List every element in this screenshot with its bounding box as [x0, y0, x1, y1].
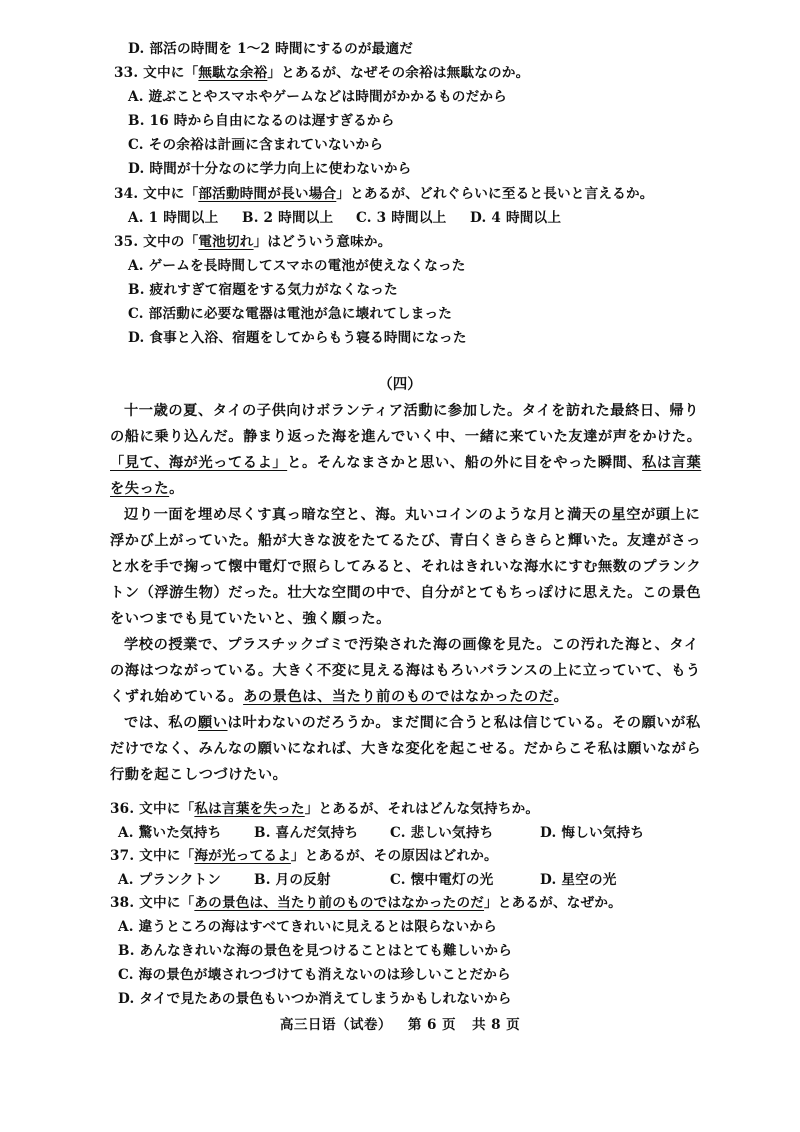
q34-option-d: D. 4 時間以上	[470, 210, 562, 226]
q32-option-d: D. 部活の時間を 1～2 時間にするのが最適だ	[128, 41, 414, 57]
passage-p3-line3-post: 。	[553, 689, 569, 705]
q33-question	[114, 64, 529, 82]
passage-p2-line4: トン（浮游生物）だった。壮大な空間の中で、自分がとてもちっぽけに思えた。この景色	[110, 585, 702, 601]
q33-option-d: D. 時間が十分なのに学力向上に使わないから	[128, 161, 412, 177]
q36-post: 」とあるが、それはどんな気持ちか。	[304, 801, 540, 817]
q35-quote: 電池切れ	[198, 234, 254, 250]
footer-page: 第 6 页	[407, 1017, 456, 1033]
passage-p2-line3: と水を手で掬って懐中電灯で照らしてみると、それはきれいな海水にすむ無数のプランク	[110, 559, 702, 575]
q38-question	[110, 894, 622, 912]
passage-p1-line1: 十一歳の夏、タイの子供向けボランティア活動に参加した。タイを訪れた最終日、帰り	[124, 403, 700, 419]
passage-p4-line2: だけでなく、みんなの願いになれば、大きな変化を起こせる。だからこそ私は願いながら	[110, 741, 702, 757]
footer-title: 高三日语（试卷）	[279, 1017, 392, 1033]
q35-option-d: D. 食事と入浴、宿題をしてからもう寝る時間になった	[128, 330, 467, 346]
passage-p2-line5: をいつまでも見ていたいと、強く願った。	[110, 611, 391, 627]
q36-question	[110, 800, 539, 818]
q38-option-c: C. 海の景色が壊されつづけても消えないのは珍しいことだから	[118, 967, 511, 983]
q37-question	[110, 847, 498, 865]
q34-question	[114, 185, 654, 203]
passage-p1-line3-mid: と。そんなまさかと思い、船の外に目をやった瞬間、	[287, 455, 643, 471]
passage-quote-kotoba-b: を失った	[110, 481, 170, 497]
q35-option-c: C. 部活動に必要な電器は電池が急に壊れてしまった	[128, 306, 453, 322]
q38-quote: あの景色は、当たり前のものではなかったのだ	[194, 895, 485, 911]
q36-option-b: B. 喜んだ気持ち	[254, 825, 359, 841]
q37-option-b: B. 月の反射	[254, 872, 331, 888]
page-footer	[0, 1016, 800, 1034]
section-heading: （四）	[378, 376, 422, 393]
q33-pre: 33. 文中に「	[114, 65, 199, 81]
q35-pre: 35. 文中の「	[114, 234, 199, 250]
passage-quote-umi: 「見て、海が光ってるよ」	[110, 455, 288, 471]
q38-post: 」とあるが、なぜか。	[484, 895, 622, 911]
passage-p3-line3	[110, 688, 568, 706]
q33-option-a: A. 遊ぶことやスマホやゲームなどは時間がかかるものだから	[128, 89, 507, 105]
q33-post: 」とあるが、なぜその余裕は無駄なのか。	[267, 65, 530, 81]
footer-total: 共 8 页	[471, 1017, 521, 1033]
q38-option-a: A. 違うところの海はすべてきれいに見えるとは限らないから	[118, 919, 497, 935]
passage-quote-kotoba-a: 私は言葉	[642, 455, 702, 471]
q36-option-d: D. 悔しい気持ち	[540, 825, 645, 841]
q35-option-b: B. 疲れすぎて宿題をする気力がなくなった	[128, 282, 398, 298]
passage-p1-line3	[110, 454, 701, 472]
q37-pre: 37. 文中に「	[110, 848, 195, 864]
passage-p2-line1: 辺り一面を埋め尽くす真っ暗な空と、海。丸いコインのような月と満天の星空が頭上に	[124, 507, 701, 523]
passage-p1-line4	[110, 480, 184, 498]
q38-option-d: D. タイで見たあの景色もいつか消えてしまうかもしれないから	[118, 991, 512, 1007]
q36-pre: 36. 文中に「	[110, 801, 195, 817]
q34-pre: 34. 文中に「	[114, 186, 199, 202]
passage-word-negai: 願い	[197, 715, 228, 731]
q36-option-a: A. 驚いた気持ち	[118, 825, 222, 841]
passage-p1-line2: の船に乗り込んだ。静まり返った海を進んでいく中、一緒に来ていた友達が声をかけた。	[110, 429, 702, 445]
q33-option-c: C. その余裕は計画に含まれていないから	[128, 137, 384, 153]
q33-quote: 無駄な余裕	[198, 65, 268, 81]
q34-option-a: A. 1 時間以上	[128, 210, 219, 226]
passage-p3-line1: 学校の授業で、プラスチックゴミで汚染された海の画像を見た。この汚れた海と、タイ	[124, 637, 699, 653]
passage-p4-line3: 行動を起こしつづけたい。	[110, 767, 288, 783]
passage-p4-line1	[124, 714, 701, 732]
q37-post: 」とあるが、その原因はどれか。	[290, 848, 498, 864]
passage-p3-line2: の海はつながっている。大きく不変に見える海はもろいバランスの上に立っていて、もう	[110, 663, 701, 679]
q37-option-a: A. プランクトン	[118, 872, 222, 888]
q38-option-b: B. あんなきれいな海の景色を見つけることはとても難しいから	[118, 943, 512, 959]
q37-option-d: D. 星空の光	[540, 872, 617, 888]
passage-p3-line3-pre: くずれ始めている。	[110, 689, 244, 705]
q33-option-b: B. 16 時から自由になるのは遅すぎるから	[128, 113, 395, 129]
passage-p4-line1-post: は叶わないのだろうか。まだ間に合うと私は信じている。その願いが私	[227, 715, 701, 731]
q35-option-a: A. ゲームを長時間してスマホの電池が使えなくなった	[128, 258, 466, 274]
q34-quote: 部活動時間が長い場合	[198, 186, 337, 202]
passage-quote-keshiki: あの景色は、当たり前のものではなかったのだ	[243, 689, 554, 705]
q36-option-c: C. 悲しい気持ち	[390, 825, 494, 841]
passage-p4-line1-pre: では、私の	[124, 715, 198, 731]
passage-p1-line4-post: 。	[169, 481, 184, 497]
q34-option-b: B. 2 時間以上	[242, 210, 334, 226]
q38-pre: 38. 文中に「	[110, 895, 195, 911]
q36-quote: 私は言葉を失った	[194, 801, 305, 817]
q34-post: 」とあるが、どれぐらいに至ると長いと言えるか。	[336, 186, 654, 202]
passage-p2-line2: 浮かび上がっていた。船が大きな波をたてるたび、青白くきらきらと輝いた。友達がさっ	[110, 533, 701, 549]
q37-option-c: C. 懐中電灯の光	[390, 872, 494, 888]
q37-quote: 海が光ってるよ	[194, 848, 291, 864]
q34-option-c: C. 3 時間以上	[356, 210, 447, 226]
q35-post: 」はどういう意味か。	[253, 234, 392, 250]
q35-question	[114, 233, 391, 251]
